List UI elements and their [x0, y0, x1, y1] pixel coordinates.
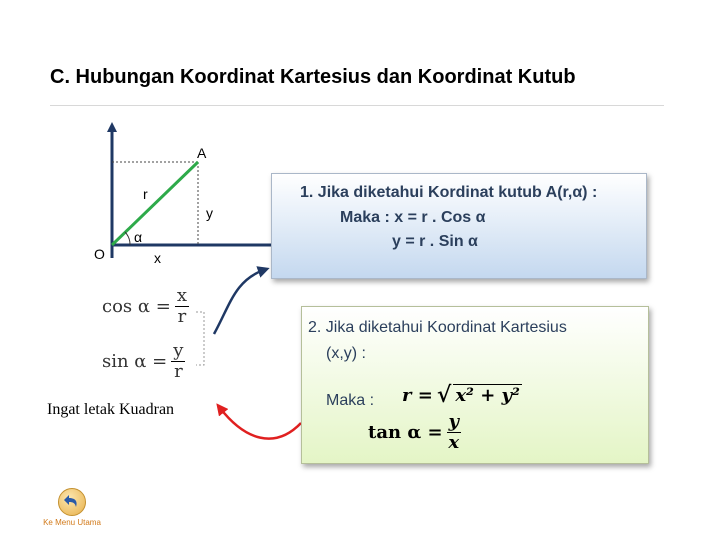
box2-line3: Maka : — [326, 392, 375, 409]
r-radicand: x² + y² — [455, 385, 520, 406]
tan-denominator: x — [448, 432, 460, 453]
x-label: x — [154, 250, 161, 266]
quadrant-reminder: Ingat letak Kuadran — [47, 401, 175, 418]
link-arrow-box1 — [214, 270, 264, 334]
box1-line1: 1. Jika diketahui Kordinat kutub A(r,α) : — [300, 184, 598, 201]
formula-bracket — [196, 312, 204, 365]
cos-formula — [102, 287, 189, 326]
tan-formula — [368, 413, 461, 452]
tan-lhs: tan α = — [368, 422, 443, 443]
origin-label: O — [94, 246, 105, 262]
sin-lhs: sin α = — [102, 351, 168, 372]
r-formula — [402, 382, 522, 408]
sin-numerator: y — [173, 340, 184, 361]
sin-formula — [102, 342, 185, 381]
home-link-button[interactable] — [36, 488, 108, 532]
box1-line2: Maka : x = r . Cos α — [340, 209, 486, 226]
tan-fraction — [447, 413, 461, 452]
r-lhs: r = — [402, 384, 433, 406]
point-label-a: A — [197, 145, 207, 161]
cos-denominator: r — [177, 306, 187, 327]
sqrt-icon: √ — [436, 382, 452, 408]
angle-label: α — [134, 229, 143, 245]
radius-label: r — [143, 186, 148, 202]
box2-line2: (x,y) : — [326, 345, 366, 362]
polar-to-cartesian-box — [271, 173, 647, 279]
link-arrow-reminder — [220, 408, 301, 439]
sin-fraction — [171, 342, 185, 381]
tan-numerator: y — [448, 411, 459, 432]
y-label: y — [206, 205, 213, 221]
box2-line1: 2. Jika diketahui Koordinat Kartesius — [308, 319, 567, 336]
sin-denominator: r — [174, 361, 183, 382]
back-arrow-icon — [58, 488, 86, 516]
angle-arc — [125, 232, 130, 245]
home-link-label: Ke Menu Utama — [43, 518, 101, 527]
cos-fraction — [175, 287, 189, 326]
cos-lhs: cos α = — [102, 296, 171, 317]
box1-line3: y = r . Sin α — [392, 233, 478, 250]
cos-numerator: x — [176, 285, 187, 306]
page-title: C. Hubungan Koordinat Kartesius dan Koordinat Kutub — [50, 66, 576, 88]
